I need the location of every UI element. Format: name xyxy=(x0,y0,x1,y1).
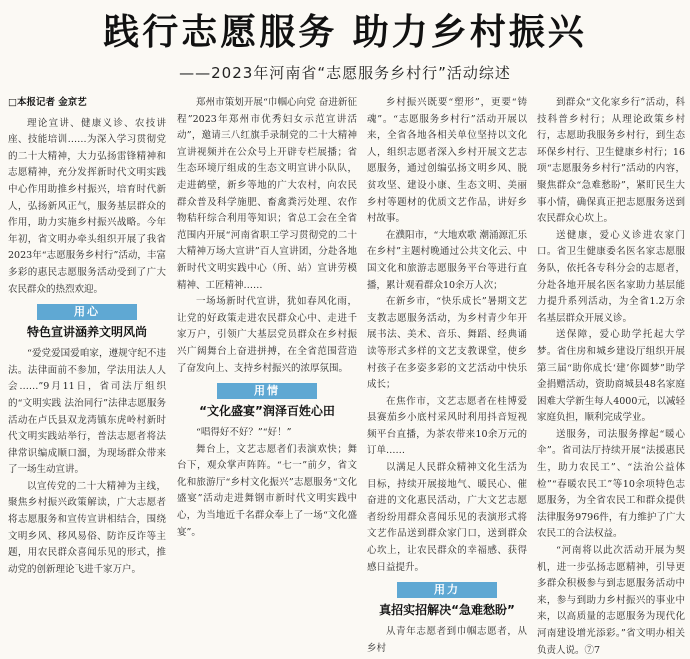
column-2 xyxy=(177,95,357,538)
paragraph: 在新乡市，“快乐成长”暑期文艺支教志愿服务活动，为乡村青少年开展书法、美术、音乐、舞蹈、经典诵读等形式多样的文艺支教课堂，使乡村孩子在多姿多彩的文艺活动中快乐成长； xyxy=(367,296,527,391)
paragraph: 理论宣讲、健康义诊、农技讲座、技能培训……为深入学习贯彻党的二十大精神，大力弘扬雷锋精神和志愿精神，充分发挥新时代文明实践中心作用助推乡村振兴，培育时代新人，弘扬新风正气，服务基层群众的作用，助力实施乡村振兴战略。今年年初，省文明办牵头组织开展了我省2023年“志愿服务乡村行”活动，丰富多彩的惠民志愿服务活动受到了广大农民群众的热烈欢迎。 xyxy=(8,117,166,295)
column-1 xyxy=(8,95,166,575)
paragraph: 送保障，爱心助学托起大学梦。省住房和城乡建设厅组织开展第三届“助你成长‘建’你圆梦”助学金捐赠活动，资助商城县48名家庭困难大学新生每人4000元，以减轻家庭负担，顺利完成学业。 xyxy=(537,329,685,424)
section-badge: 用心 xyxy=(37,304,137,320)
paragraph: 郑州市策划开展“巾帼心向党 奋进新征程”2023年郑州市优秀妇女示范宣讲活动”，邀请三八红旗手录制党的二十大精神宣讲视频并在公众号上开辟专栏展播；省生态环境厅组成的生态文明宣讲小队队，走进鹤壁，新乡等地的广大农村，向农民群众普及科学施肥、畜禽粪污处理、农作物秸秆综合利用等知识；省总工会在全省范围内开展“河南省职工学习贯彻党的二十大精神万场大宣讲”百人宣讲团，分赴各地新时代文明实践中心（所、站）宣讲劳模精神、工匠精神…… xyxy=(177,97,357,291)
paragraph: 乡村振兴既要“塑形”，更要“铸魂”。“志愿服务乡村行”活动开展以来，全省各地各相关单位坚持以文化人，组织志愿者深入乡村开展文艺志愿服务，通过创编弘扬文明乡风、脱贫攻坚、建设小康、生态文明、美丽乡村等题材的优质文艺作品，讲好乡村故事。 xyxy=(367,97,527,225)
paragraph: 以满足人民群众精神文化生活为目标，持续开展接地气、暖民心、催奋进的文化惠民活动，广大文艺志愿者纷纷用群众喜闻乐见的表演形式将文艺作品送到群众家门口，送到群众心坎上，让农民群众的幸福感、获得感日益提升。 xyxy=(367,462,527,573)
paragraph: 一场场新时代宣讲，犹如春风化雨，让党的好政策走进农民群众心中、走进千家万户，引领广大基层党员群众在乡村振兴广阔舞台上奋进拼搏，在全省范围营造了奋发向上、支持乡村振兴的浓厚氛围。 xyxy=(177,296,357,374)
section-badge: 用力 xyxy=(397,582,497,598)
paragraph: 到群众“文化家乡行”活动，科技科普乡村行；从理论政策乡村行，志愿助我服务乡村行，到生态环保乡村行、卫生健康乡村行；16项“志愿服务乡村行”活动的内容，聚焦群众“急难愁盼”，紧盯民生大事小情，确保真正把志愿服务送到农民群众心坎上。 xyxy=(537,97,685,225)
section-title: “文化盛宴”润泽百姓心田 xyxy=(199,404,335,419)
paragraph: 以宣传党的二十大精神为主线，聚焦乡村振兴政策解读，广大志愿者将志愿服务和宣传宣讲相结合，围绕文明乡风、移风易俗、防诈反诈等主题，用农民群众喜闻乐见的形式，推动党的创新理论飞进千家万户。 xyxy=(8,480,166,575)
paragraph: 舞台上，文艺志愿者们表演欢快；舞台下，观众掌声阵阵。“七一”前夕，省文化和旅游厅“乡村文化振兴”志愿服务“文化盛宴”活动走进舞钢市新时代文明实践中心，为当地近千名群众奉上了一场“文化盛宴”。 xyxy=(177,443,357,538)
paragraph: “爱党爱国爱咱家，遵规守纪不违法。法律面前不参加，学法用法人人会……”9月11日，省司法厅组织的“文明实践 法治同行”法律志愿服务活动在卢氏县双龙湾镇东虎岭村新时代文明实践站举行，普法志愿者将法律常识编成顺口溜，为现场群众带来了一场生动宣讲。 xyxy=(8,348,166,476)
paragraph: 在焦作市，文艺志愿者在桂博爱县赛茄乡小底村采风时利用抖音短视频平台直播，为茶农带来10余万元的订单…… xyxy=(367,395,527,457)
paragraph: “河南将以此次活动开展为契机，进一步弘扬志愿精神，引导更多群众积极参与到志愿服务活动中来，参与到助力乡村振兴的事业中来，以高质量的志愿服务为现代化河南建设增光添彩。”省文明办相关负责人说。⑦7 xyxy=(537,545,685,656)
section-title: 真招实招解决“急难愁盼” xyxy=(379,603,515,618)
subheadline: ——2023年河南省“志愿服务乡村行”活动综述 xyxy=(179,64,511,82)
headline: 践行志愿服务 助力乡村振兴 xyxy=(103,12,587,53)
column-4 xyxy=(537,95,685,656)
paragraph: 送服务，司法服务撑起“暖心伞”。省司法厅持续开展“法援惠民生，助力农民工”、“法治公益体检”“春暖农民工”等10余项特色志愿服务，为全省农民工和群众提供法律服务9796件，有力维护了广大农民工的合法权益。 xyxy=(537,428,685,540)
paragraph: 在濮阳市，“大地欢歌 潮涌源汇乐在乡村”主题村晚通过公共文化云、中国文化和旅游志愿服务平台等进行直播，累计观看群众10余万人次； xyxy=(367,229,527,291)
byline: □本报记者 金京艺 xyxy=(8,97,87,108)
paragraph: “唱得好不好？”“好！” xyxy=(196,427,292,439)
column-3 xyxy=(367,95,527,654)
paragraph: 从青年志愿者到巾帼志愿者，从乡村 xyxy=(367,626,527,654)
section-title: 特色宣讲涵养文明风尚 xyxy=(26,325,147,340)
paragraph: 送健康，爱心义诊进农家门口。省卫生健康委名医名家志愿服务队，依托各专科分会的志愿者，分赴各地开展名医名家助力基层能力提升系列活动，为全省1.2万余名基层群众开展义诊。 xyxy=(537,229,685,324)
section-badge: 用情 xyxy=(217,383,317,399)
